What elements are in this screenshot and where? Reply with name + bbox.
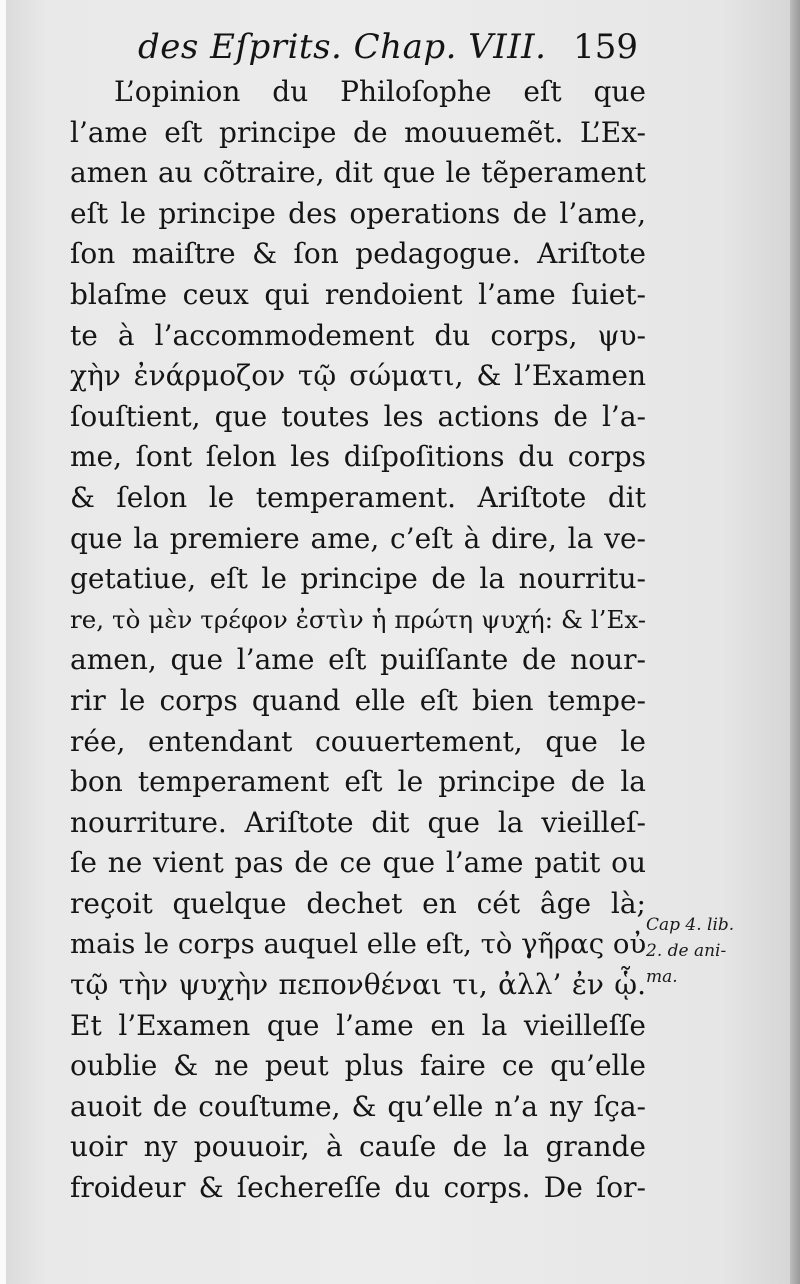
margin-note-line: Cap 4. lib. [646,915,735,935]
text-line: reçoit quelque dechet en cét âge là; [70,886,646,920]
text-line: blaſme ceux qui rendoient l’ame ſuiet- [70,277,646,311]
text-line: mais le corps auquel elle eſt, τὸ γῆρας οὐ [70,928,646,961]
text-line: froideur & ſechereſſe du corps. De ſor- [70,1171,646,1205]
text-line: & ſelon le temperament. Ariſtote dit [70,480,646,514]
text-line: rir le corps quand elle eſt bien tempe- [70,683,646,717]
running-title: des Eſprits. Chap. VIII. [138,27,547,67]
margin-note-line: 2. de ani- [646,941,727,961]
text-line: Et l’Examen que l’ame en la vieilleſſe [70,1008,646,1042]
page-header [138,22,638,72]
text-line: re, τὸ μὲν τρέφον ἐστὶν ἡ πρώτη ψυχή: & l’Ex- [70,604,646,634]
text-line: me, ſont ſelon les diſpoſitions du corps [70,440,646,474]
text-line: ſouſtient, que toutes les actions de l’a- [70,399,646,433]
page-right-edge [790,0,800,1284]
text-line: τῷ τὴν ψυχὴν πεπονθέναι τι, ἀλλ’ ἐν ᾧ. [70,968,646,1002]
text-line: rée, entendant couuertement, que le [70,724,646,758]
text-line: nourriture. Ariſtote dit que la vieilleſ- [70,805,646,839]
text-line: uoir ny pouuoir, à cauſe de la grande [70,1130,646,1164]
text-line: ſe ne vient pas de ce que l’ame patit ou [70,846,646,880]
text-line: amen au cõtraire, dit que le tẽperament [70,156,646,190]
page-number: 159 [573,27,638,67]
text-line: χὴν ἐνάρμοζον τῷ σώματι, & l’Examen [70,359,646,393]
text-line: eſt le principe des operations de l’ame, [70,196,646,230]
text-line: bon temperament eſt le principe de la [70,765,646,799]
text-line: amen, que l’ame eſt puiſſante de nour- [70,643,646,677]
text-line: L’opinion du Philoſophe eſt que [114,75,646,108]
margin-note-line: ma. [646,967,678,987]
text-line: auoit de couſtume, & qu’elle n’a ny ſça- [70,1089,646,1123]
text-line: getatiue, eſt le principe de la nourritu- [70,562,646,596]
text-line: oublie & ne peut plus faire ce qu’elle [70,1049,646,1083]
text-line: ſon maiſtre & ſon pedagogue. Ariſtote [70,237,646,271]
body-text [70,72,646,1209]
text-line: te à l’accommodement du corps, ψυ- [70,318,646,352]
margin-note [646,912,776,990]
text-line: que la premiere ame, c’eſt à dire, la ve- [70,521,646,555]
text-line: l’ame eſt principe de mouuemẽt. L’Ex- [70,115,646,149]
page-left-edge [0,0,6,1284]
